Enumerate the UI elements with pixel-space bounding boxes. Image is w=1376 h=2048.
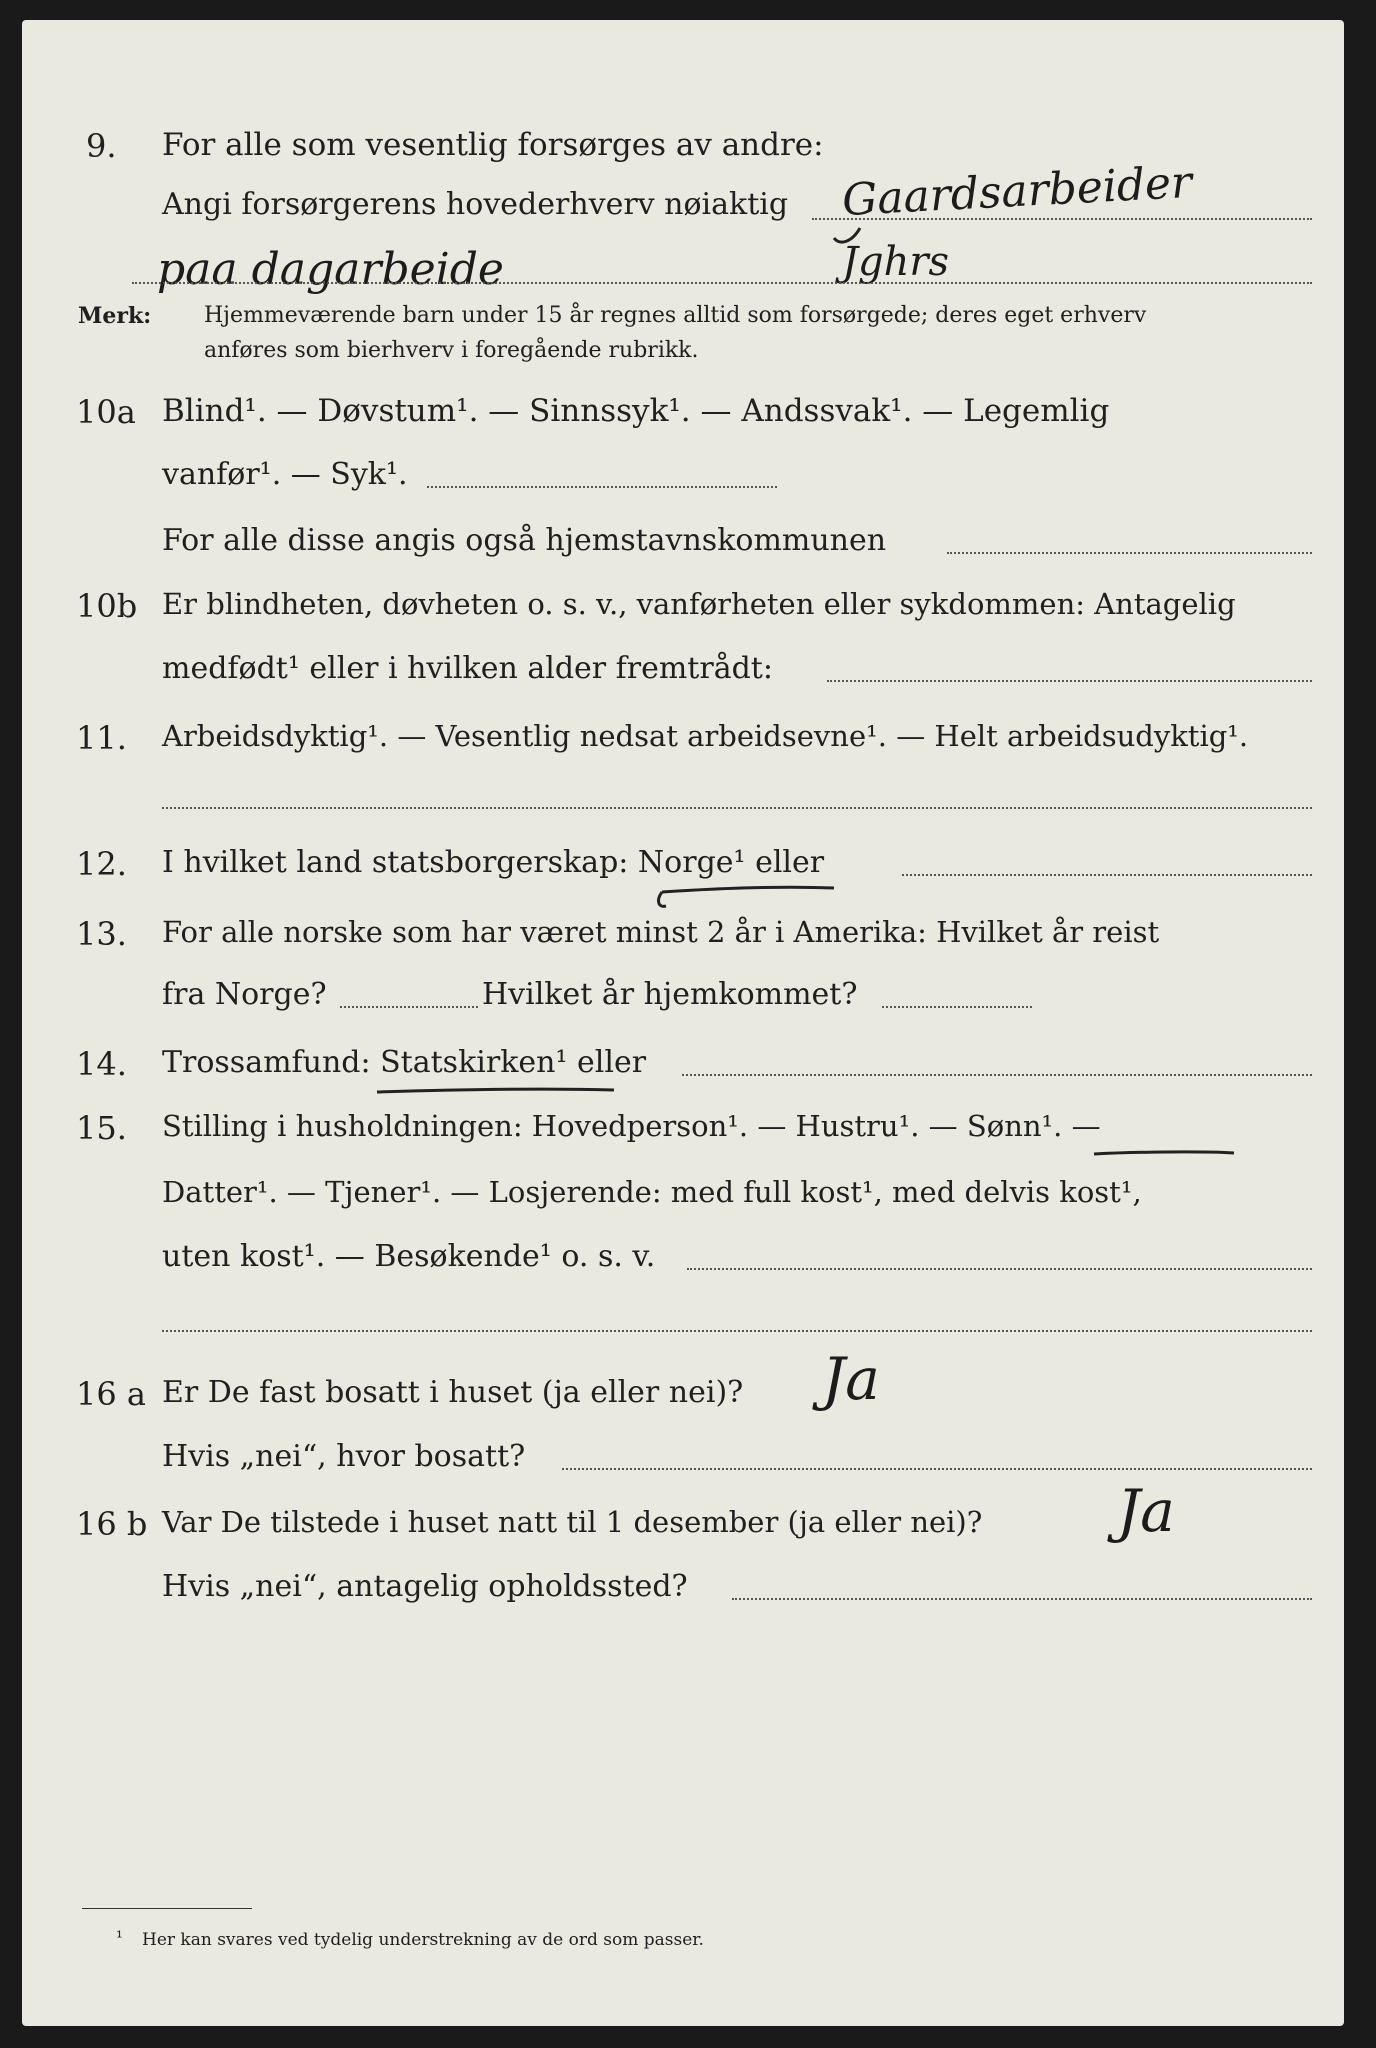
- q12-line1: I hvilket land statsborgerskap: Norge¹ eller: [162, 845, 825, 880]
- q11-number: 11.: [76, 719, 127, 757]
- q14-number: 14.: [76, 1045, 127, 1083]
- q16a-number: 16 a: [76, 1375, 146, 1413]
- census-form-page: [22, 20, 1344, 2026]
- q10a-line2: vanfør¹. — Syk¹.: [162, 457, 408, 492]
- q14-line1: Trossamfund: Statskirken¹ eller: [162, 1045, 647, 1080]
- merk-line2: anføres som bierhverv i foregående rubrikk.: [204, 338, 699, 363]
- q10a-number: 10a: [76, 393, 136, 431]
- q16b-number: 16 b: [76, 1505, 148, 1543]
- q13-number: 13.: [76, 915, 127, 953]
- q10b-line2: medfødt¹ eller i hvilken alder fremtrådt:: [162, 651, 773, 686]
- q12-number: 12.: [76, 845, 127, 883]
- q16b-line1: Var De tilstede i huset natt til 1 desember (ja eller nei)?: [162, 1505, 983, 1539]
- q15-number: 15.: [76, 1109, 127, 1147]
- q10b-number: 10b: [76, 587, 138, 625]
- q16a-handwritten-answer: Ja: [822, 1345, 880, 1413]
- q12-underline-hook: [659, 892, 666, 906]
- q11-line1: Arbeidsdyktig¹. — Vesentlig nedsat arbeidsevne¹. — Helt arbeidsudyktig¹.: [162, 719, 1249, 753]
- q14-statskirken-underline: [377, 1089, 614, 1092]
- q15-line3: uten kost¹. — Besøkende¹ o. s. v.: [162, 1239, 656, 1274]
- q16a-line2: Hvis „nei“, hvor bosatt?: [162, 1439, 526, 1474]
- merk-label: Merk:: [78, 303, 152, 329]
- q15-line1: Stilling i husholdningen: Hovedperson¹. — Hustru¹. — Sønn¹. —: [162, 1109, 1101, 1143]
- q9-pen-stroke: [834, 228, 860, 242]
- q13-line2a: fra Norge?: [162, 977, 327, 1012]
- q10b-line1: Er blindheten, døvheten o. s. v., vanførheten eller sykdommen: Antagelig: [162, 587, 1236, 621]
- q9-number: 9.: [86, 127, 117, 165]
- underline-marks: [22, 20, 1344, 2026]
- q10a-line3: For alle disse angis også hjemstavnskommunen: [162, 523, 887, 558]
- q13-line2b: Hvilket år hjemkommet?: [482, 977, 858, 1012]
- footnote-text: Her kan svares ved tydelig understrekning av de ord som passer.: [142, 1930, 704, 1950]
- q12-norge-underline: [662, 887, 834, 892]
- q9-handwritten-occupation: Gaardsarbeider: [840, 156, 1194, 227]
- q16b-line2: Hvis „nei“, antagelig opholdssted?: [162, 1569, 688, 1604]
- q9-line1: For alle som vesentlig forsørges av andre:: [162, 127, 824, 163]
- q16b-handwritten-answer: Ja: [1117, 1477, 1175, 1545]
- q9-line2: Angi forsørgerens hovederhverv nøiaktig: [162, 187, 789, 222]
- q13-line1: For alle norske som har været minst 2 år i Amerika: Hvilket år reist: [162, 915, 1160, 949]
- q15-sonn-underline: [1094, 1152, 1234, 1154]
- q16a-line1: Er De fast bosatt i huset (ja eller nei)?: [162, 1375, 744, 1410]
- q15-line2: Datter¹. — Tjener¹. — Losjerende: med full kost¹, med delvis kost¹,: [162, 1175, 1142, 1209]
- q9-handwritten-line2: paa dagarbeide: [157, 244, 504, 295]
- q10a-line1: Blind¹. — Døvstum¹. — Sinnssyk¹. — Andssvak¹. — Legemlig: [162, 393, 1110, 429]
- footnote-marker: ¹: [116, 1928, 123, 1948]
- q9-handwritten-abbrev: Jghrs: [842, 239, 950, 285]
- merk-line1: Hjemmeværende barn under 15 år regnes alltid som forsørgede; deres eget erhverv: [204, 303, 1147, 328]
